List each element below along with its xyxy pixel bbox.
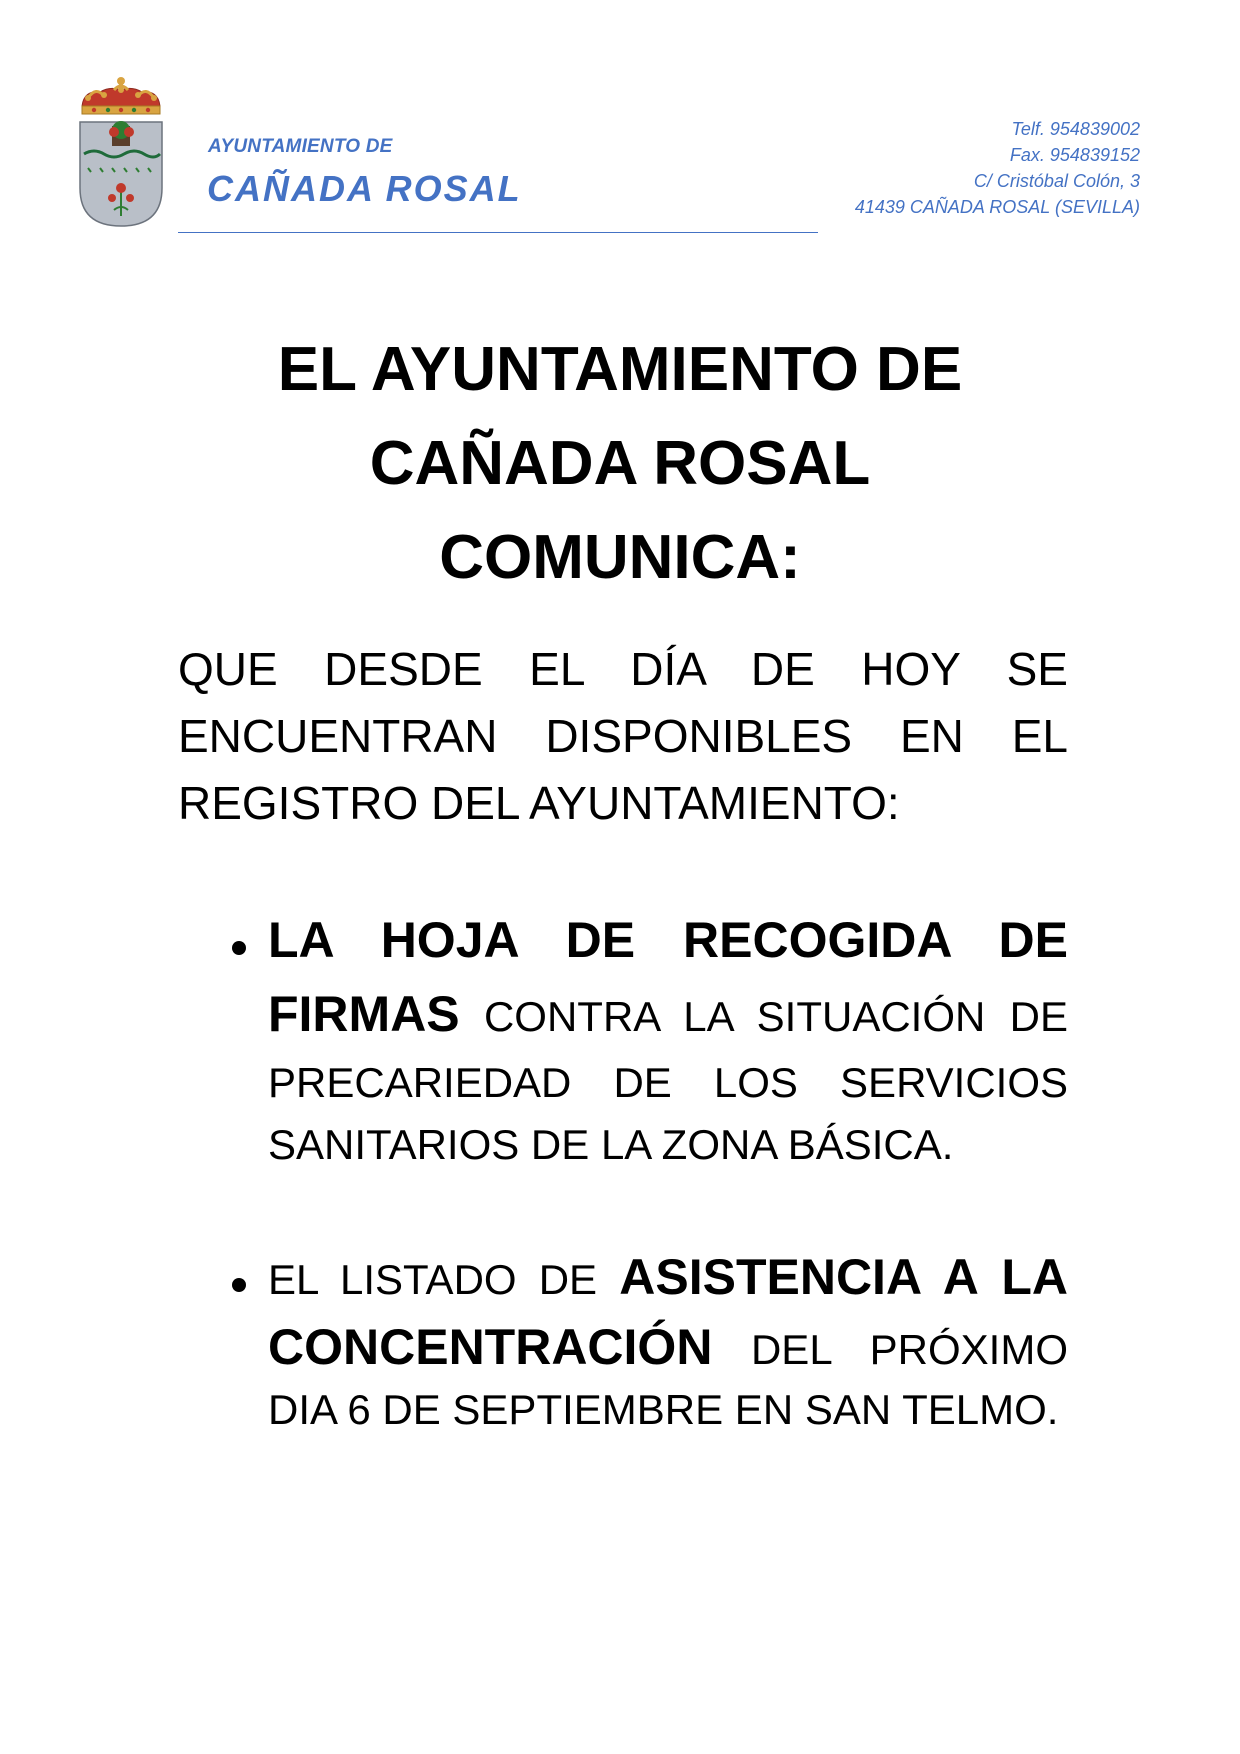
bullet-1-line-4: SANITARIOS DE LA ZONA BÁSICA. xyxy=(268,1121,954,1168)
title-line-3: COMUNICA: xyxy=(439,523,801,592)
bullet-1-line-2 xyxy=(268,985,1068,1059)
contact-fax: Fax. 954839152 xyxy=(1009,145,1140,165)
municipal-coat-of-arms xyxy=(74,76,168,230)
bullet-2-line-3: DIA 6 DE SEPTIEMBRE EN SAN TELMO. xyxy=(268,1386,1059,1433)
header-divider xyxy=(178,232,818,233)
bullet-2-line-1 xyxy=(268,1248,1068,1318)
bullet-2-line-2 xyxy=(268,1318,1068,1386)
bullet-dot-icon xyxy=(232,1278,246,1292)
contact-block xyxy=(855,116,1140,220)
org-prefix: AYUNTAMIENTO DE xyxy=(208,136,393,157)
bullet-1-line-2-rest: CONTRA LA SITUACIÓN DE xyxy=(483,993,1068,1040)
bullet-1-line-3: PRECARIEDAD DE LOS SERVICIOS xyxy=(268,1059,1068,1106)
notice-title xyxy=(130,323,1110,605)
intro-line-3: REGISTRO DEL AYUNTAMIENTO: xyxy=(178,777,900,829)
bullet-dot-icon xyxy=(232,941,246,955)
shield-icon xyxy=(80,121,162,226)
intro-line-1: QUE DESDE EL DÍA DE HOY SE xyxy=(178,643,1068,695)
org-name: CAÑADA ROSAL xyxy=(207,168,522,209)
bullet-2-line-1-bold: ASISTENCIA A LA xyxy=(619,1249,1069,1305)
title-line-1: EL AYUNTAMIENTO DE xyxy=(277,335,963,404)
bullet-item-attendance xyxy=(268,1248,1068,1448)
intro-paragraph xyxy=(178,636,1068,837)
contact-city: 41439 CAÑADA ROSAL (SEVILLA) xyxy=(854,197,1140,217)
bullet-1-bold-word: FIRMAS xyxy=(268,986,460,1042)
crown-icon xyxy=(82,77,160,114)
title-line-2: CAÑADA ROSAL xyxy=(369,429,871,498)
contact-phone: Telf. 954839002 xyxy=(1011,119,1140,139)
contact-street: C/ Cristóbal Colón, 3 xyxy=(973,171,1140,191)
bullet-2-line-2-rest: DEL PRÓXIMO xyxy=(750,1326,1068,1373)
bullet-2-line-1-plain: EL LISTADO DE xyxy=(268,1256,598,1303)
intro-line-2: ENCUENTRAN DISPONIBLES EN EL xyxy=(178,710,1068,762)
bullet-item-signatures xyxy=(268,911,1068,1183)
bullet-1-line-1: LA HOJA DE RECOGIDA DE xyxy=(268,912,1068,968)
bullet-2-bold-word: CONCENTRACIÓN xyxy=(268,1319,713,1375)
